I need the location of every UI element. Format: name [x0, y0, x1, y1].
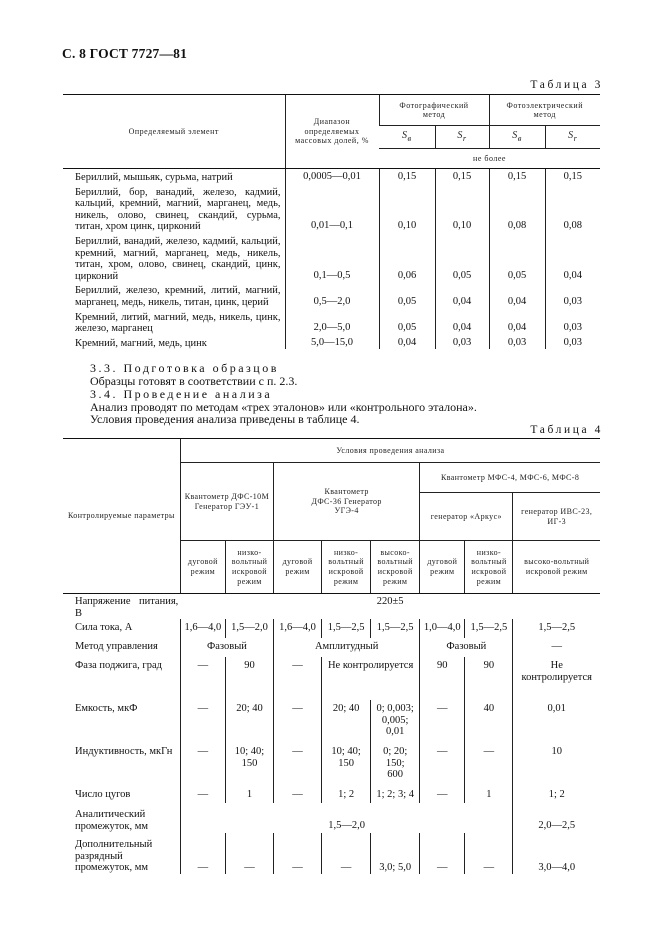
- t4-value: —: [274, 833, 322, 874]
- t4-param-name: Фаза поджига, град: [75, 660, 162, 672]
- t3-value: 0,03: [545, 335, 600, 350]
- t4-value: Не контролируется: [513, 657, 600, 700]
- t3-value: 0,10: [379, 184, 435, 233]
- t4-head-arkus: генератор «Аркус»: [420, 493, 513, 541]
- t3-value: 0,10: [435, 184, 489, 233]
- t4-value: —: [465, 743, 513, 781]
- t4-mode-arc: дуговой режим: [274, 541, 322, 594]
- t3-value: 0,04: [545, 233, 600, 282]
- t3-value: 0,08: [545, 184, 600, 233]
- t4-value: 2,0—2,5: [513, 803, 600, 833]
- t3-head-photo: Фотографический метод: [379, 95, 489, 126]
- t3-head-element: Определяемый элемент: [63, 95, 285, 169]
- t3-value: 0,08: [489, 184, 545, 233]
- t4-value: 1; 2; 3; 4: [371, 781, 420, 803]
- table-row: [63, 184, 600, 233]
- t4-value: 1; 2: [513, 781, 600, 803]
- t3-value: 0,04: [379, 335, 435, 350]
- t4-value: 3,0—4,0: [513, 833, 600, 874]
- t3-head-photoel: Фотоэлектрический метод: [489, 95, 600, 126]
- t4-value: 220±5: [376, 596, 404, 607]
- t4-value: 0; 0,003; 0,005; 0,01: [371, 700, 420, 743]
- t3-element: Бериллий, железо, кремний, литий, магний, марганец, медь, никель, титан, цинк, церий: [75, 285, 281, 308]
- t4-mode-arc: дуговой режим: [180, 541, 225, 594]
- t4-value: —: [180, 700, 225, 743]
- t4-value: —: [225, 833, 273, 874]
- t4-value: 0,01: [513, 700, 600, 743]
- t4-value: —: [420, 781, 465, 803]
- t3-value: 0,15: [489, 169, 545, 184]
- t3-range: 0,1—0,5: [285, 233, 379, 282]
- t4-value: —: [274, 700, 322, 743]
- t4-value: Фазовый: [420, 638, 513, 657]
- t4-head-dfs36: Квантометр ДФС-36 Генератор УГЭ-4: [274, 463, 420, 541]
- t4-value: 1: [465, 781, 513, 803]
- t4-value: 20; 40: [225, 700, 273, 743]
- table-row: [63, 781, 600, 803]
- t4-value: 1,5—2,0: [180, 803, 513, 833]
- t4-mode-low: низко-вольтный искровой режим: [322, 541, 371, 594]
- t3-element: Кремний, литий, магний, медь, никель, цинк, железо, марганец: [75, 311, 281, 335]
- t3-value: 0,04: [435, 282, 489, 308]
- t4-value: 1: [225, 781, 273, 803]
- t4-value: 1,5—2,5: [513, 619, 600, 638]
- t3-value: 0,15: [379, 169, 435, 184]
- t4-value: 1,0—4,0: [420, 619, 465, 638]
- table-row: [63, 619, 600, 638]
- t4-value: 10: [513, 743, 600, 781]
- table-row: [63, 233, 600, 282]
- section-3-4-text: Анализ проводят по методам «трех эталонов» или «контрольного эталона».: [90, 400, 477, 414]
- t4-param-name: Напряжение питания, В: [75, 596, 179, 619]
- t3-head-range: Диапазон определяемых массовых долей, %: [285, 95, 379, 169]
- t4-param-name: Метод управления: [75, 641, 158, 653]
- t3-value: 0,05: [379, 309, 435, 335]
- t3-range: 2,0—5,0: [285, 309, 379, 335]
- t4-value: 90: [225, 657, 273, 700]
- t3-value: 0,04: [435, 309, 489, 335]
- table-row: [63, 743, 600, 781]
- t4-value: —: [420, 700, 465, 743]
- t3-sym-sr-1: $S_r$: [435, 126, 489, 149]
- t4-param-name: Число цугов: [75, 788, 131, 800]
- t4-mode-low: низко-вольтный искровой режим: [225, 541, 273, 594]
- t3-sym-sr-2: $S_r$: [545, 126, 600, 149]
- t3-value: 0,15: [435, 169, 489, 184]
- t3-value: 0,03: [545, 282, 600, 308]
- t3-value: 0,04: [489, 309, 545, 335]
- t4-value: —: [420, 743, 465, 781]
- t4-value: 20; 40: [322, 700, 371, 743]
- t3-element: Кремний, магний, медь, цинк: [75, 337, 207, 349]
- t4-mode-high: высоко-вольтный искровой режим: [371, 541, 420, 594]
- t3-value: 0,03: [435, 335, 489, 350]
- t4-value: —: [274, 657, 322, 700]
- t4-mode-low: низко-вольтный искровой режим: [465, 541, 513, 594]
- t4-value: 1,5—2,5: [371, 619, 420, 638]
- t4-value: 1; 2: [322, 781, 371, 803]
- t4-value: —: [420, 833, 465, 874]
- t4-value: —: [180, 781, 225, 803]
- t4-value: 1,5—2,5: [465, 619, 513, 638]
- t3-range: 0,5—2,0: [285, 282, 379, 308]
- table-row: [63, 700, 600, 743]
- t3-value: 0,05: [489, 233, 545, 282]
- table3-caption: Таблица 3: [530, 79, 603, 91]
- t4-value: —: [274, 743, 322, 781]
- t4-value: 1,6—4,0: [274, 619, 322, 638]
- t4-value: 1,5—2,5: [322, 619, 371, 638]
- t4-value: 90: [465, 657, 513, 700]
- t4-param-name: Дополнительный разрядный промежуток, мм: [75, 838, 153, 874]
- t3-value: 0,05: [379, 282, 435, 308]
- section-3-3-title: 3.3. Подготовка образцов: [90, 361, 279, 375]
- t4-value: —: [180, 833, 225, 874]
- t3-sym-sb-1: $S_в$: [379, 126, 435, 149]
- t4-value: —: [180, 657, 225, 700]
- table4-caption: Таблица 4: [530, 424, 603, 436]
- t3-element: Бериллий, мышьяк, сурьма, натрий: [75, 172, 233, 183]
- section-3-4-text2: Условия проведения анализа приведены в таблице 4.: [90, 412, 360, 426]
- t4-head-params: Контролируемые параметры: [63, 439, 180, 594]
- t4-value: Амплитудный: [274, 638, 420, 657]
- t3-value: 0,03: [489, 335, 545, 350]
- t3-value: 0,03: [545, 309, 600, 335]
- t4-value: 1,6—4,0: [180, 619, 225, 638]
- t4-head-conditions: Условия проведения анализа: [180, 439, 600, 463]
- t3-range: 0,0005—0,01: [285, 169, 379, 184]
- t4-mode-high: высоко-вольтный искровой режим: [513, 541, 600, 594]
- table-row: [63, 594, 600, 620]
- t3-element: Бериллий, ванадий, железо, кадмий, кальций, кремний, магний, марганец, медь, никель, титан, хром, олово, свинец, скандий, цинк, цирконий: [75, 235, 281, 282]
- table-row: [63, 638, 600, 657]
- t4-value: 90: [420, 657, 465, 700]
- table-row: [63, 169, 600, 184]
- t4-mode-arc: дуговой режим: [420, 541, 465, 594]
- t3-range: 5,0—15,0: [285, 335, 379, 350]
- t3-range: 0,01—0,1: [285, 184, 379, 233]
- t4-param-name: Аналитический промежуток, мм: [75, 808, 149, 832]
- t4-value: 40: [465, 700, 513, 743]
- t4-value: —: [465, 833, 513, 874]
- t4-value: 1,5—2,0: [225, 619, 273, 638]
- page-header: С. 8 ГОСТ 7727—81: [62, 46, 188, 61]
- t3-element: Бериллий, бор, ванадий, железо, кадмий, кальций, кремний, магний, марганец, медь, никель, олово, свинец, скандий, сурьма, титан, хром цинк, цирконий: [75, 186, 281, 233]
- t3-sym-sb-2: $S_в$: [489, 126, 545, 149]
- t4-value: 0; 20; 150; 600: [371, 743, 420, 781]
- t3-value: 0,05: [435, 233, 489, 282]
- table-row: [63, 803, 600, 833]
- table-row: [63, 657, 600, 700]
- t4-value: —: [322, 833, 371, 874]
- t3-not-more: не более: [379, 149, 600, 169]
- t4-head-ivs: генератор ИВС-23, ИГ-3: [513, 493, 600, 541]
- table4: [63, 438, 600, 874]
- table-row: [63, 335, 600, 350]
- t3-value: 0,06: [379, 233, 435, 282]
- t4-param-name: Индуктивность, мкГн: [75, 746, 173, 758]
- t4-value: 10; 40; 150: [225, 743, 273, 781]
- t3-value: 0,04: [489, 282, 545, 308]
- table-row: [63, 309, 600, 335]
- t3-value: 0,15: [545, 169, 600, 184]
- t4-param-name: Сила тока, А: [75, 622, 133, 634]
- t4-value: —: [513, 638, 600, 657]
- t4-head-dfs10: Квантометр ДФС-10М Генератор ГЭУ-1: [180, 463, 273, 541]
- table3: [63, 94, 600, 349]
- t4-head-mfs: Квантометр МФС-4, МФС-6, МФС-8: [420, 463, 600, 493]
- table-row: [63, 833, 600, 874]
- section-3-3-text: Образцы готовят в соответствии с п. 2.3.: [90, 374, 298, 388]
- t4-value: —: [274, 781, 322, 803]
- table-row: [63, 282, 600, 308]
- t4-value: Фазовый: [180, 638, 273, 657]
- t4-value: 10; 40; 150: [322, 743, 371, 781]
- t4-param-name: Емкость, мкФ: [75, 703, 138, 715]
- t4-value: —: [180, 743, 225, 781]
- t4-value: Не контролируется: [322, 657, 420, 700]
- section-3-4-title: 3.4. Проведение анализа: [90, 387, 273, 401]
- t4-value: 3,0; 5,0: [371, 833, 420, 874]
